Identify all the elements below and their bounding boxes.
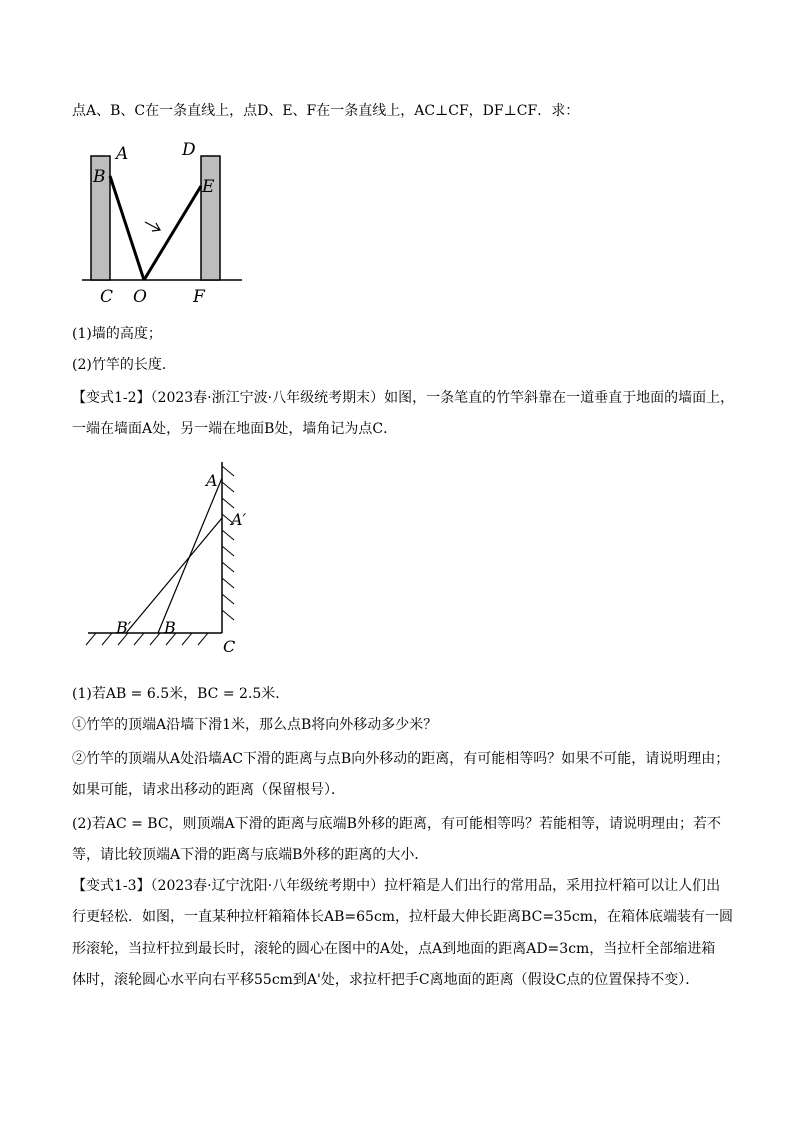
fig1-label-C: C [100, 287, 114, 307]
fig1-label-E: E [202, 177, 215, 197]
variant-1-2-line-1: 【变式1-2】（2023春·浙江宁波·八年级统考期末）如图，一条笔直的竹竿斜靠在一道垂直于地面的墙面上， [72, 390, 735, 406]
fig2-label-B-prime: B′ [116, 618, 132, 637]
wall-hatch [222, 466, 234, 620]
variant-1-3-line-3: 形滚轮，当拉杆拉到最长时，滚轮的圆心在图中的A处，点A到地面的距离AD=3cm，当拉杆全部缩进箱 [72, 941, 716, 957]
part-1-a: ①竹竿的顶端A沿墙下滑1米，那么点B将向外移动多少米？ [72, 717, 438, 733]
part-2-line-2: 等，请比较顶端A下滑的距离与底端B外移的距离的大小． [72, 847, 429, 863]
fig2-label-B: B [164, 618, 176, 637]
fig2-label-C: C [223, 637, 236, 656]
variant-1-3-line-4: 体时，滚轮圆心水平向右平移55cm到A'处，求拉杆把手C离地面的距离（假设C点的位置保持不变）． [72, 972, 700, 988]
ladder-A-prime-B-prime [126, 518, 222, 633]
fig1-label-D: D [182, 140, 196, 160]
variant-1-3-line-1: 【变式1-3】（2023春·辽宁沈阳·八年级统考期中）拉杆箱是人们出行的常用品，采用拉杆箱可以让人们出 [72, 878, 721, 894]
part-1-b-line-1: ②竹竿的顶端从A处沿墙AC下滑的距离与点B向外移动的距离，有可能相等吗？如果不可能，请说明理由； [72, 751, 730, 767]
part-1: (1)若AB = 6.5米，BC = 2.5米． [72, 686, 290, 702]
part-1-b-line-2: 如果可能，请求出移动的距离（保留根号）． [72, 782, 345, 798]
fig1-label-O: O [133, 287, 147, 307]
question-2: (2)竹竿的长度． [72, 357, 176, 373]
fig2-label-A: A [206, 471, 218, 490]
fig1-label-A: A [116, 144, 129, 164]
fig1-label-F: F [193, 287, 205, 307]
intro-line: 点A、B、C在一条直线上，点D、E、F在一条直线上，AC⊥CF，DF⊥CF．求： [72, 103, 580, 119]
variant-1-3-line-2: 行更轻松．如图，一直某种拉杆箱箱体长AB=65cm，拉杆最大伸长距离BC=35cm，在箱体底端装有一圆 [72, 909, 733, 925]
floor-hatch [86, 633, 208, 645]
question-1: (1)墙的高度； [72, 326, 162, 342]
fig2-label-A-prime: A′ [231, 510, 247, 529]
variant-1-2-line-2: 一端在墙面A处，另一端在地面B处，墙角记为点C． [72, 421, 398, 437]
part-2-line-1: (2)若AC = BC，则顶端A下滑的距离与底端B外移的距离，有可能相等吗？若能相等，请说明理由；若不 [72, 816, 721, 832]
fig1-label-B: B [93, 167, 106, 187]
